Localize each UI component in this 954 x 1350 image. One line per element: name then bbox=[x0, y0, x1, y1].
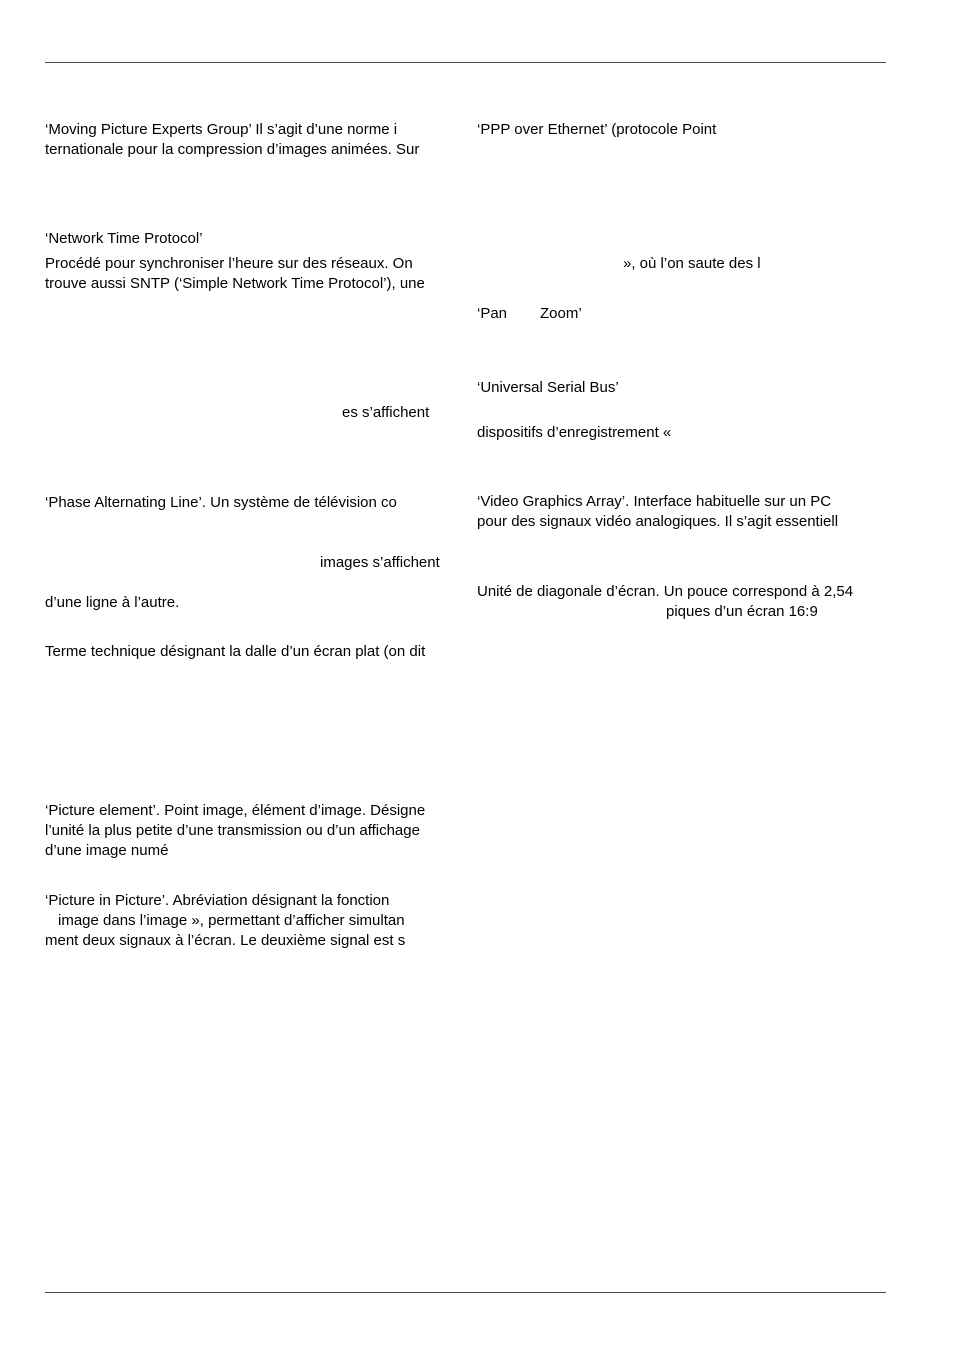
ntp-term: ‘Network Time Protocol’ bbox=[45, 230, 203, 247]
pal-definition-end: d’une ligne à l’autre. bbox=[45, 594, 180, 611]
mpeg-definition-line-1: ‘Moving Picture Experts Group’ Il s’agit d’une norme i bbox=[45, 121, 398, 138]
ntp-definition-line-1: Procédé pour synchroniser l’heure sur des réseaux. On bbox=[45, 255, 413, 272]
inch-definition-fragment: piques d’un écran 16:9 bbox=[666, 603, 818, 620]
pip-definition-line-1: ‘Picture in Picture’. Abréviation désignant la fonction bbox=[45, 892, 390, 909]
usb-definition: dispositifs d’enregistrement « bbox=[477, 424, 672, 441]
ptz-term-pan: ‘Pan bbox=[477, 305, 508, 322]
pixel-definition-line-3: d’une image numé bbox=[45, 842, 169, 859]
progressive-fragment: », où l’on saute des l bbox=[623, 255, 761, 272]
pal-definition-fragment: images s’affichent bbox=[320, 554, 440, 571]
pixel-definition-line-2: l’unité la plus petite d’une transmission ou d’un affichage bbox=[45, 822, 420, 839]
pppoe-definition: ‘PPP over Ethernet’ (protocole Point bbox=[477, 121, 717, 138]
definition-fragment: es s’affichent bbox=[342, 404, 430, 421]
panel-definition: Terme technique désignant la dalle d’un écran plat (on dit bbox=[45, 643, 426, 660]
pip-definition-line-2: image dans l’image », permettant d’afficher simultan bbox=[58, 912, 405, 929]
mpeg-definition-line-2: ternationale pour la compression d’images animées. Sur bbox=[45, 141, 420, 158]
ntp-definition-line-2: trouve aussi SNTP (‘Simple Network Time Protocol’), une bbox=[45, 275, 425, 292]
usb-term: ‘Universal Serial Bus’ bbox=[477, 379, 619, 396]
footer-rule bbox=[45, 1292, 886, 1293]
pixel-definition-line-1: ‘Picture element’. Point image, élément d’image. Désigne bbox=[45, 802, 426, 819]
vga-definition-line-1: ‘Video Graphics Array’. Interface habituelle sur un PC bbox=[477, 493, 832, 510]
inch-definition-line-1: Unité de diagonale d’écran. Un pouce correspond à 2,54 bbox=[477, 583, 854, 600]
ptz-term-zoom: Zoom’ bbox=[540, 305, 582, 322]
vga-definition-line-2: pour des signaux vidéo analogiques. Il s’agit essentiell bbox=[477, 513, 839, 530]
pip-definition-line-3: ment deux signaux à l’écran. Le deuxième signal est s bbox=[45, 932, 406, 949]
pal-definition-line-1: ‘Phase Alternating Line’. Un système de télévision co bbox=[45, 494, 397, 511]
header-rule bbox=[45, 62, 886, 63]
